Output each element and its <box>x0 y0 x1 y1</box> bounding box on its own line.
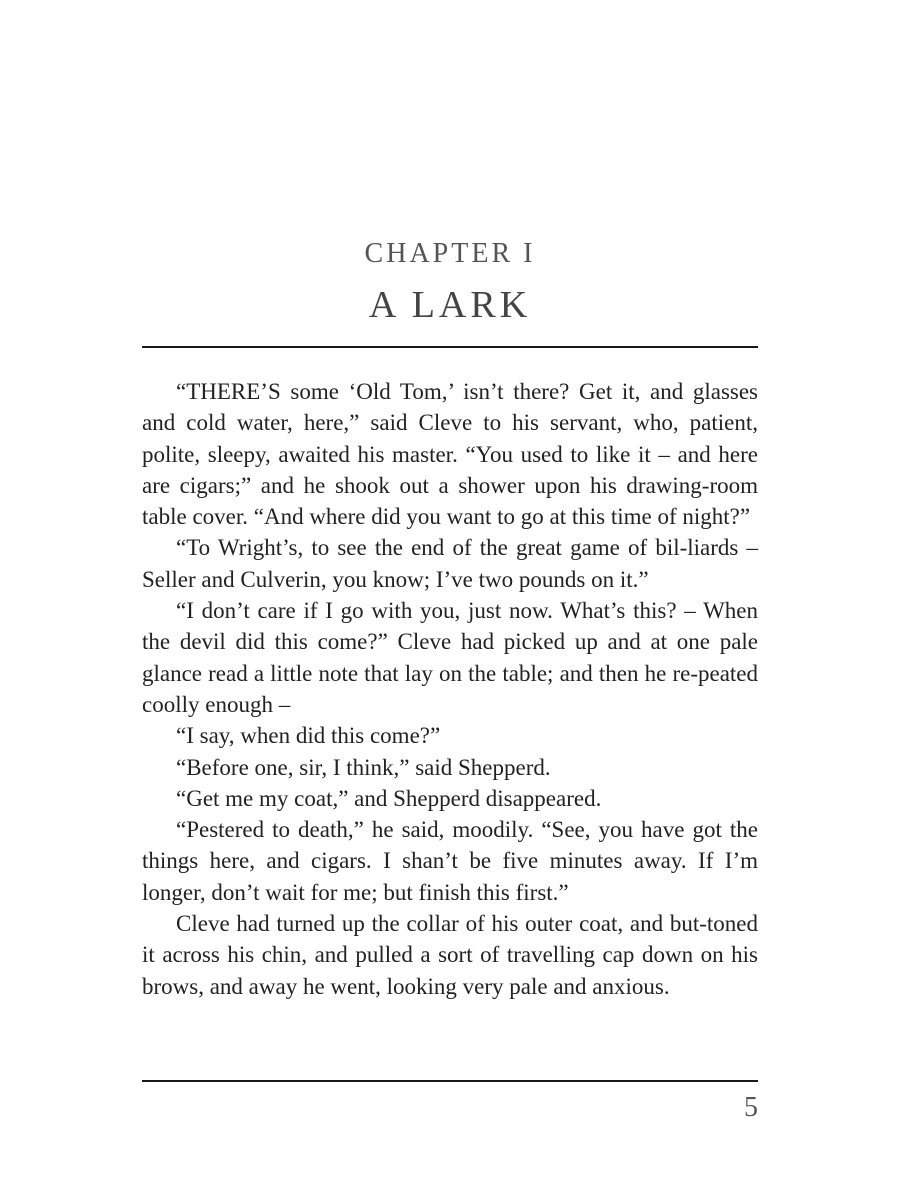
top-divider <box>142 346 758 348</box>
chapter-label: CHAPTER I <box>364 238 536 269</box>
paragraph: “Before one, sir, I think,” said Shepperd. <box>176 754 551 780</box>
bottom-divider <box>142 1080 758 1082</box>
paragraph: “To Wright’s, to see the end of the great game of bil-liards – Seller and Culverin, you know; I’ve two pounds on it.” <box>142 535 758 592</box>
paragraph: “I don’t care if I go with you, just now. What’s this? – When the devil did this come?” Cleve had picked up and at one pale glance read a little note that lay on the table; and then he re-peated coolly enough – <box>142 598 758 717</box>
paragraph: “I say, when did this come?” <box>176 723 441 749</box>
chapter-body <box>142 376 758 1002</box>
chapter-title: A LARK <box>368 284 532 326</box>
paragraph: “THERE’S some ‘Old Tom,’ isn’t there? Get it, and glasses and cold water, here,” said Cleve to his servant, who, patient, polite, sleepy, awaited his master. “You used to like it – and here are cigars;” and he shook out a shower upon his drawing-room table cover. “And where did you want to go at this time of night?” <box>142 379 758 530</box>
paragraph: Cleve had turned up the collar of his outer coat, and but-toned it across his chin, and pulled a sort of travelling cap down on his brows, and away he went, looking very pale and anxious. <box>142 911 758 999</box>
page-number: 5 <box>744 1092 758 1123</box>
paragraph: “Pestered to death,” he said, moodily. “See, you have got the things here, and cigars. I shan’t be five minutes away. If I’m longer, don’t wait for me; but finish this first.” <box>142 817 758 905</box>
paragraph: “Get me my coat,” and Shepperd disappeared. <box>176 785 602 811</box>
